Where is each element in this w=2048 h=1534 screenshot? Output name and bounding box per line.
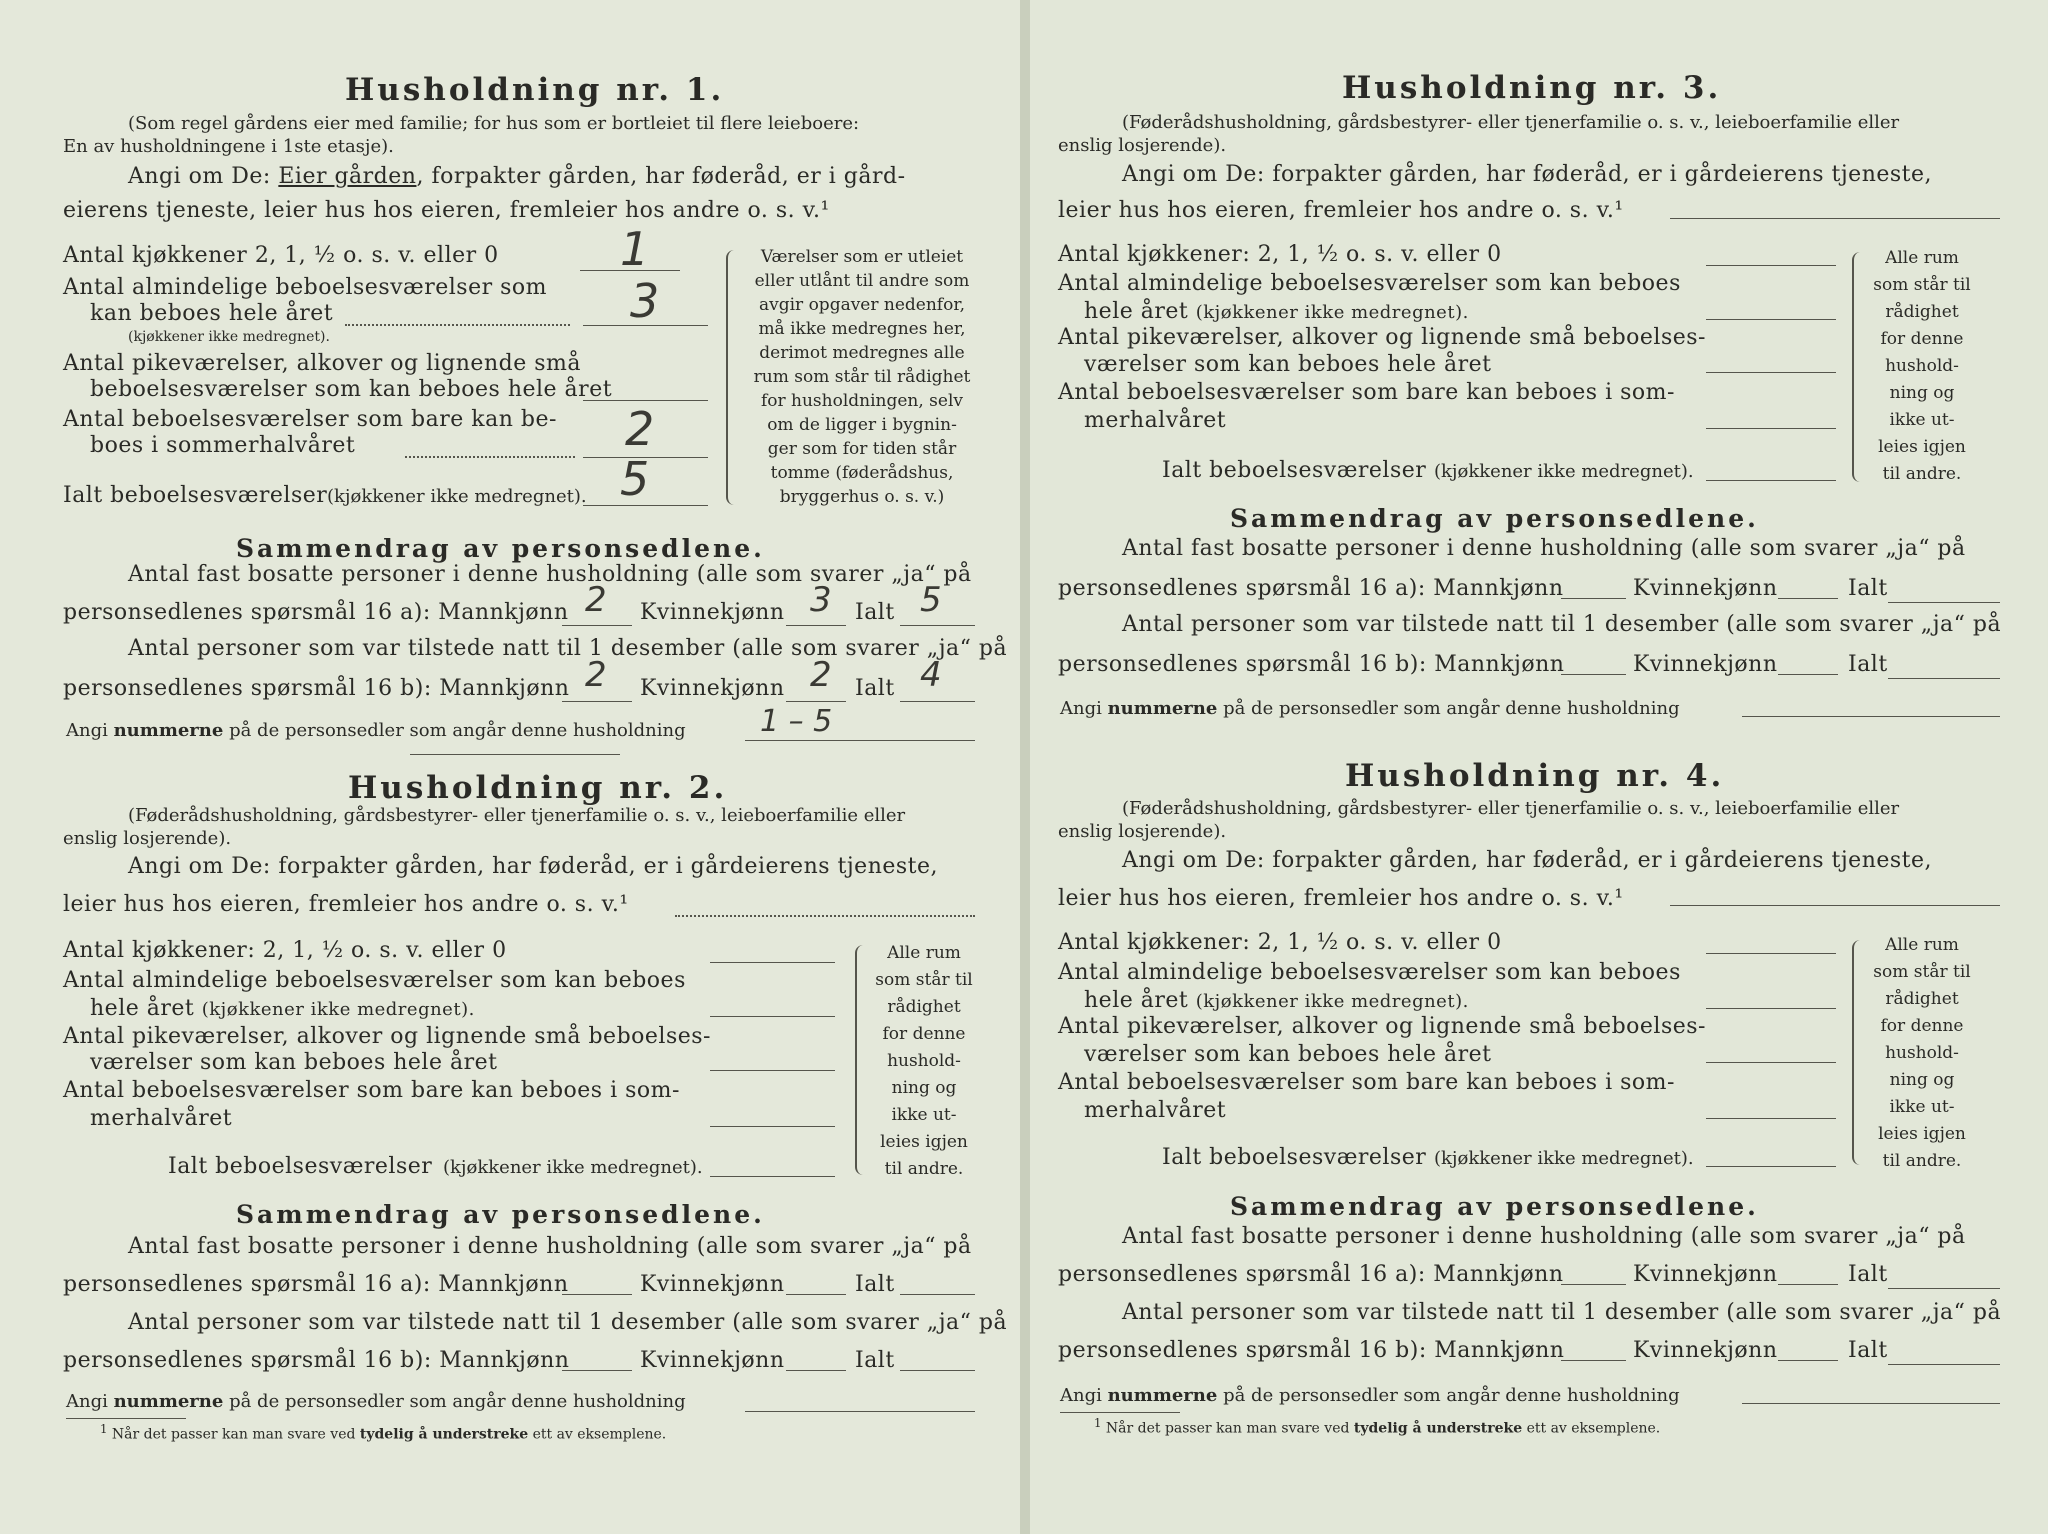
h3-til-mann-field[interactable] (1561, 674, 1626, 675)
household-3-subtitle-2: enslig losjerende). (1058, 135, 1227, 156)
h3-til-ialt-label: Ialt (1848, 652, 1888, 677)
h3-ialt-field[interactable] (1706, 480, 1836, 481)
underlined-answer: Eier gården (278, 164, 417, 189)
h3-til-ialt-field[interactable] (1888, 678, 2000, 679)
h2-almindelige-field[interactable] (710, 1016, 835, 1017)
h2-til-ialt-label: Ialt (855, 1348, 895, 1373)
h1-almindelige-value: 3 (630, 274, 660, 328)
household-1-title: Husholdning nr. 1. (345, 72, 725, 108)
h2-sommer-field[interactable] (710, 1126, 835, 1127)
household-1-subtitle: (Som regel gårdens eier med familie; for hus som er bortleiet til flere leieboere: (128, 113, 860, 134)
h4-fast-mann-field[interactable] (1561, 1284, 1626, 1285)
h1-fast-ialt-value: 5 (920, 580, 942, 620)
h3-fast-label-2: personsedlenes spørsmål 16 a): Mannkjønn (1058, 576, 1564, 601)
side-note-line: Alle rum (1885, 248, 1959, 268)
side-note-line: ikke ut- (1889, 1097, 1955, 1117)
h2-side-note (862, 940, 986, 1183)
h3-tilstede-label: Antal personer som var tilstede natt til 1 desember (alle som svarer „ja“ på (1122, 612, 2002, 637)
h4-kjokkener-field[interactable] (1706, 953, 1836, 954)
left-page (0, 0, 1022, 1534)
household-4-subtitle: (Føderådshusholdning, gårdsbestyrer- eller tjenerfamilie o. s. v., leieboerfamilie eller (1122, 798, 1900, 819)
footnote-separator (1060, 1412, 1180, 1413)
h4-tilstede-label-2: personsedlenes spørsmål 16 b): Mannkjønn (1058, 1338, 1565, 1363)
household-3-title: Husholdning nr. 3. (1342, 70, 1722, 106)
h2-fast-label: Antal fast bosatte personer i denne husholdning (alle som svarer „ja“ på (128, 1234, 972, 1259)
h3-ialt-label: Ialt beboelsesværelser (1162, 458, 1427, 483)
h1-til-ialt-label: Ialt (855, 676, 895, 701)
h2-kjokkener-field[interactable] (710, 962, 835, 963)
h1-ialt-label: Ialt beboelsesværelser (63, 483, 328, 508)
h1-almindelige-label: Antal almindelige beboelsesværelser som (63, 275, 548, 300)
h2-nummer-field[interactable] (745, 1411, 975, 1412)
household-4-title: Husholdning nr. 4. (1345, 758, 1725, 794)
side-note-line: må ikke medregnes her, (758, 319, 966, 339)
household-2-subtitle: (Føderådshusholdning, gårdsbestyrer- eller tjenerfamilie o. s. v., leieboerfamilie eller (128, 805, 906, 826)
h1-fast-ialt-field[interactable] (900, 625, 975, 626)
h2-pike-label: Antal pikeværelser, alkover og lignende små beboelses- (63, 1024, 711, 1049)
h4-til-kvinne-label: Kvinnekjønn (1633, 1338, 1778, 1363)
h1-sommer-label: Antal beboelsesværelser som bare kan be- (63, 407, 557, 432)
side-note-line: for denne (1880, 1016, 1964, 1036)
h4-pike-label: Antal pikeværelser, alkover og lignende små beboelses- (1058, 1014, 1706, 1039)
h3-angi-nummerne: Angi nummerne på de personsedler som angår denne husholdning (1060, 698, 1680, 719)
side-note-line: som står til (1873, 962, 1971, 982)
h2-summary-heading: Sammendrag av personsedlene. (236, 1200, 765, 1229)
h1-fast-mann-value: 2 (585, 580, 607, 620)
household-2-angi: Angi om De: forpakter gården, har føderåd, er i gårdeierens tjeneste, (128, 854, 939, 879)
h4-sommer-field[interactable] (1706, 1118, 1836, 1119)
h3-sommer-label: Antal beboelsesværelser som bare kan beboes i som- (1058, 380, 1675, 405)
h1-tilstede-label-2: personsedlenes spørsmål 16 b): Mannkjønn (63, 676, 570, 701)
h3-til-kvinne-field[interactable] (1778, 674, 1838, 675)
h1-sommer-label-2: boes i sommerhalvåret (90, 433, 356, 458)
h3-fast-mann-field[interactable] (1561, 598, 1626, 599)
side-note-line: leies igjen (1878, 437, 1966, 457)
h1-til-kvinne-field[interactable] (786, 701, 846, 702)
h1-til-kvinne-value: 2 (810, 655, 832, 695)
h1-til-kvinne-label: Kvinnekjønn (640, 676, 785, 701)
h2-tilstede-label: Antal personer som var tilstede natt til 1 desember (alle som svarer „ja“ på (128, 1310, 1008, 1335)
leader-dots (675, 915, 975, 917)
h3-kjokkener-field[interactable] (1706, 265, 1836, 266)
h4-angi-nummerne: Angi nummerne på de personsedler som angår denne husholdning (1060, 1385, 1680, 1406)
h4-side-note (1860, 932, 1984, 1175)
h2-ialt-label: Ialt beboelsesværelser (168, 1154, 433, 1179)
h3-fast-ialt-label: Ialt (1848, 576, 1888, 601)
side-note-line: som står til (875, 970, 973, 990)
h1-fast-label: Antal fast bosatte personer i denne husholdning (alle som svarer „ja“ på (128, 562, 972, 587)
household-2-angi-2: leier hus hos eieren, fremleier hos andre o. s. v.¹ (63, 892, 629, 917)
h4-summary-heading: Sammendrag av personsedlene. (1230, 1192, 1759, 1221)
side-note-line: Alle rum (887, 943, 961, 963)
h1-fast-kvinne-value: 3 (810, 580, 832, 620)
h1-fast-kvinne-field[interactable] (786, 625, 846, 626)
h2-kjokkener-label: Antal kjøkkener: 2, 1, ½ o. s. v. eller 0 (63, 938, 507, 963)
side-note-line: hushold- (887, 1051, 961, 1071)
footnote-separator (66, 1418, 186, 1419)
h4-til-ialt-label: Ialt (1848, 1338, 1888, 1363)
separator (410, 754, 620, 755)
h2-ialt-note: (kjøkkener ikke medregnet). (443, 1157, 703, 1178)
side-note-line: ikke ut- (891, 1105, 957, 1125)
household-1-angi: Angi om De: Eier gården, forpakter gården, har føderåd, er i gård- (128, 164, 906, 189)
h1-ialt-value: 5 (620, 452, 650, 506)
h1-almindelige-note: (kjøkkener ikke medregnet). (128, 329, 330, 345)
h4-fast-ialt-label: Ialt (1848, 1262, 1888, 1287)
side-note-line: avgir opgaver nedenfor, (758, 295, 965, 315)
side-note-line: ning og (891, 1078, 957, 1098)
h1-sommer-value: 2 (625, 402, 655, 456)
h2-fast-ialt-field[interactable] (900, 1294, 975, 1295)
h1-fast-label-2: personsedlenes spørsmål 16 a): Mannkjønn (63, 600, 569, 625)
h4-fast-label-2: personsedlenes spørsmål 16 a): Mannkjønn (1058, 1262, 1564, 1287)
h1-nummer-value: 1 – 5 (760, 704, 833, 739)
h4-ialt-field[interactable] (1706, 1166, 1836, 1167)
side-note-line: til andre. (884, 1159, 964, 1179)
h2-ialt-field[interactable] (710, 1176, 835, 1177)
h1-ialt-note: (kjøkkener ikke medregnet). (327, 486, 587, 507)
h3-nummer-field[interactable] (1742, 716, 2000, 717)
h3-til-kvinne-label: Kvinnekjønn (1633, 652, 1778, 677)
h1-til-mann-field[interactable] (562, 701, 632, 702)
h2-almindelige-label: Antal almindelige beboelsesværelser som kan beboes (63, 968, 686, 993)
h1-tilstede-label: Antal personer som var tilstede natt til 1 desember (alle som svarer „ja“ på (128, 636, 1008, 661)
household-3-angi: Angi om De: forpakter gården, har føderåd, er i gårdeierens tjeneste, (1122, 162, 1933, 187)
h3-kjokkener-label: Antal kjøkkener: 2, 1, ½ o. s. v. eller 0 (1058, 242, 1502, 267)
side-note-line: ning og (1889, 1070, 1955, 1090)
h4-kjokkener-label: Antal kjøkkener: 2, 1, ½ o. s. v. eller 0 (1058, 930, 1502, 955)
side-note-line: til andre. (1882, 464, 1962, 484)
h4-pike-field[interactable] (1706, 1062, 1836, 1063)
side-note-line: derimot medregnes alle (759, 343, 965, 363)
h2-pike-label-2: værelser som kan beboes hele året (90, 1050, 498, 1075)
h2-til-mann-field[interactable] (562, 1370, 632, 1371)
household-1-angi-2: eierens tjeneste, leier hus hos eieren, fremleier hos andre o. s. v.¹ (63, 198, 830, 223)
side-note-line: Alle rum (1885, 935, 1959, 955)
leader-dots (405, 456, 575, 458)
h4-sommer-label: Antal beboelsesværelser som bare kan beboes i som- (1058, 1070, 1675, 1095)
side-note-line: ning og (1889, 383, 1955, 403)
side-note-line: tomme (føderådshus, (770, 463, 954, 483)
right-page (1030, 0, 2048, 1534)
h1-pike-field[interactable] (583, 400, 708, 401)
side-note-line: som står til (1873, 275, 1971, 295)
h4-sommer-label-2: merhalvåret (1084, 1098, 1227, 1123)
h3-almindelige-field[interactable] (1706, 319, 1836, 320)
side-note-line: for denne (1880, 329, 1964, 349)
h4-almindelige-label: Antal almindelige beboelsesværelser som kan beboes (1058, 960, 1681, 985)
household-2-subtitle-2: enslig losjerende). (63, 828, 232, 849)
h4-fast-kvinne-field[interactable] (1778, 1284, 1838, 1285)
h1-pike-label: Antal pikeværelser, alkover og lignende små (63, 351, 581, 376)
h1-kjokkener-label: Antal kjøkkener 2, 1, ½ o. s. v. eller 0 (63, 243, 499, 268)
h2-fast-mann-field[interactable] (562, 1294, 632, 1295)
side-note-line: rådighet (1885, 302, 1959, 322)
h2-fast-ialt-label: Ialt (855, 1272, 895, 1297)
side-note-line: Værelser som er utleiet (760, 247, 964, 267)
side-note-line: til andre. (1882, 1151, 1962, 1171)
h1-fast-mann-field[interactable] (562, 625, 632, 626)
h2-til-kvinne-field[interactable] (786, 1370, 846, 1371)
side-note-line: ger som for tiden står (767, 439, 957, 459)
h1-nummer-field[interactable] (745, 740, 975, 741)
side-note-line: for denne (882, 1024, 966, 1044)
h1-fast-kvinne-label: Kvinnekjønn (640, 600, 785, 625)
h2-fast-kvinne-label: Kvinnekjønn (640, 1272, 785, 1297)
h3-fast-kvinne-field[interactable] (1778, 598, 1838, 599)
h3-pike-label: Antal pikeværelser, alkover og lignende små beboelses- (1058, 325, 1706, 350)
h4-almindelige-field[interactable] (1706, 1008, 1836, 1009)
h1-pike-label-2: beboelsesværelser som kan beboes hele året (90, 377, 613, 402)
h4-pike-label-2: værelser som kan beboes hele året (1084, 1042, 1492, 1067)
h2-sommer-label: Antal beboelsesværelser som bare kan beboes i som- (63, 1078, 680, 1103)
h4-til-ialt-field[interactable] (1888, 1364, 2000, 1365)
household-4-angi-2: leier hus hos eieren, fremleier hos andre o. s. v.¹ (1058, 886, 1624, 911)
household-4-subtitle-2: enslig losjerende). (1058, 821, 1227, 842)
side-note-line: for husholdningen, selv (760, 391, 964, 411)
side-note-line: eller utlånt til andre som (754, 271, 970, 291)
h3-fast-ialt-field[interactable] (1888, 602, 2000, 603)
side-note-line: ikke ut- (1889, 410, 1955, 430)
h2-til-kvinne-label: Kvinnekjønn (640, 1348, 785, 1373)
h3-fast-kvinne-label: Kvinnekjønn (1633, 576, 1778, 601)
h4-ialt-label: Ialt beboelsesværelser (1162, 1145, 1427, 1170)
h4-fast-ialt-field[interactable] (1888, 1288, 2000, 1289)
h2-til-ialt-field[interactable] (900, 1370, 975, 1371)
h3-pike-label-2: værelser som kan beboes hele året (1084, 352, 1492, 377)
side-note-line: om de ligger i bygnin- (767, 415, 957, 435)
household-1-subtitle-2: En av husholdningene i 1ste etasje). (63, 136, 394, 157)
h3-fast-label: Antal fast bosatte personer i denne husholdning (alle som svarer „ja“ på (1122, 536, 1966, 561)
h2-sommer-label-2: merhalvåret (90, 1106, 233, 1131)
household-3-angi-2: leier hus hos eieren, fremleier hos andre o. s. v.¹ (1058, 198, 1624, 223)
household-4-angi: Angi om De: forpakter gården, har føderåd, er i gårdeierens tjeneste, (1122, 848, 1933, 873)
h4-nummer-field[interactable] (1742, 1403, 2000, 1404)
h4-angi-field[interactable] (1670, 905, 2000, 906)
h3-almindelige-label-2: hele året (kjøkkener ikke medregnet). (1084, 299, 1469, 324)
h2-fast-kvinne-field[interactable] (786, 1294, 846, 1295)
side-note-line: hushold- (1885, 356, 1959, 376)
side-note-line: rådighet (1885, 989, 1959, 1009)
h3-tilstede-label-2: personsedlenes spørsmål 16 b): Mannkjønn (1058, 652, 1565, 677)
footnote-right: $^1$ Når det passer kan man svare ved tydelig å understreke ett av eksemplene. (1094, 1416, 1661, 1437)
h4-til-kvinne-field[interactable] (1778, 1360, 1838, 1361)
h1-fast-ialt-label: Ialt (855, 600, 895, 625)
h1-til-ialt-field[interactable] (900, 701, 975, 702)
h1-almindelige-label-2: kan beboes hele året (90, 301, 334, 326)
h1-til-ialt-value: 4 (920, 655, 942, 695)
h3-angi-field[interactable] (1670, 218, 2000, 219)
side-note-line: leies igjen (1878, 1124, 1966, 1144)
h4-fast-kvinne-label: Kvinnekjønn (1633, 1262, 1778, 1287)
h1-angi-nummerne: Angi nummerne på de personsedler som angår denne husholdning (66, 720, 686, 741)
h2-tilstede-label-2: personsedlenes spørsmål 16 b): Mannkjønn (63, 1348, 570, 1373)
h4-almindelige-label-2: hele året (kjøkkener ikke medregnet). (1084, 988, 1469, 1013)
household-3-subtitle: (Føderådshusholdning, gårdsbestyrer- eller tjenerfamilie o. s. v., leieboerfamilie eller (1122, 112, 1900, 133)
h3-sommer-label-2: merhalvåret (1084, 408, 1227, 433)
side-note-line: rådighet (887, 997, 961, 1017)
h1-til-mann-value: 2 (585, 655, 607, 695)
side-note-line: leies igjen (880, 1132, 968, 1152)
h4-til-mann-field[interactable] (1561, 1360, 1626, 1361)
household-2-title: Husholdning nr. 2. (348, 770, 728, 806)
side-note-line: bryggerhus o. s. v.) (779, 487, 945, 507)
h3-summary-heading: Sammendrag av personsedlene. (1230, 504, 1759, 533)
h3-pike-field[interactable] (1706, 372, 1836, 373)
h4-tilstede-label: Antal personer som var tilstede natt til 1 desember (alle som svarer „ja“ på (1122, 1300, 2002, 1325)
footnote-left: $^1$ Når det passer kan man svare ved tydelig å understreke ett av eksemplene. (100, 1422, 667, 1443)
h3-sommer-field[interactable] (1706, 428, 1836, 429)
h3-ialt-note: (kjøkkener ikke medregnet). (1434, 461, 1694, 482)
leader-dots (345, 324, 570, 326)
h3-almindelige-label: Antal almindelige beboelsesværelser som kan beboes (1058, 271, 1681, 296)
h1-kjokkener-value: 1 (620, 222, 650, 276)
side-note-line: rum som står til rådighet (753, 367, 971, 387)
h2-angi-nummerne: Angi nummerne på de personsedler som angår denne husholdning (66, 1391, 686, 1412)
h1-summary-heading: Sammendrag av personsedlene. (236, 534, 765, 563)
h1-side-note (742, 245, 982, 509)
h3-side-note (1860, 245, 1984, 488)
brace (726, 250, 740, 505)
h4-fast-label: Antal fast bosatte personer i denne husholdning (alle som svarer „ja“ på (1122, 1224, 1966, 1249)
side-note-line: hushold- (1885, 1043, 1959, 1063)
h2-almindelige-label-2: hele året (kjøkkener ikke medregnet). (90, 996, 475, 1021)
h2-pike-field[interactable] (710, 1070, 835, 1071)
h2-fast-label-2: personsedlenes spørsmål 16 a): Mannkjønn (63, 1272, 569, 1297)
h4-ialt-note: (kjøkkener ikke medregnet). (1434, 1148, 1694, 1169)
